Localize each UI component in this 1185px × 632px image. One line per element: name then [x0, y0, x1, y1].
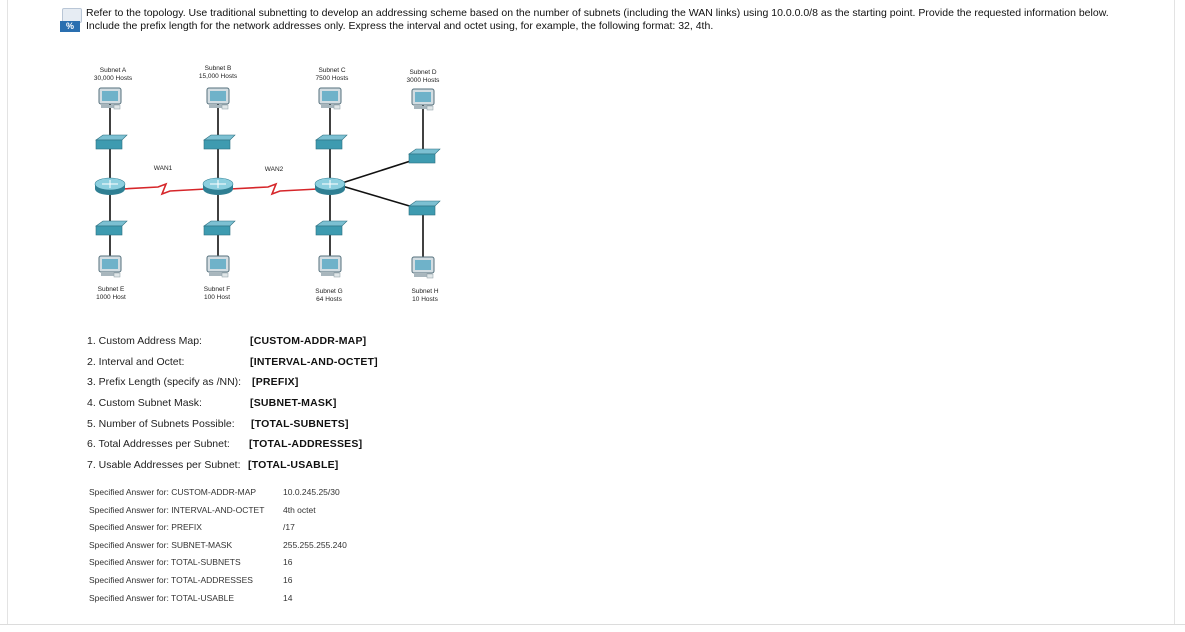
pc-keyboard	[114, 105, 120, 109]
switch-icon	[316, 221, 347, 226]
switch-body	[204, 140, 230, 149]
switch-body	[96, 226, 122, 235]
answer-key: Specified Answer for: TOTAL-ADDRESSES	[89, 574, 253, 585]
subnet-hosts-label: 15,000 Hosts	[198, 73, 238, 80]
switch-body	[316, 226, 342, 235]
question-label: 4. Custom Subnet Mask:	[87, 397, 202, 410]
answer-key: Specified Answer for: TOTAL-USABLE	[89, 592, 235, 603]
switch-body	[409, 154, 435, 163]
wan-link-label: WAN1	[153, 165, 173, 172]
pc-screen	[102, 91, 118, 101]
question-label: 1. Custom Address Map:	[87, 335, 202, 347]
pc-screen	[415, 92, 431, 102]
pc-screen	[322, 91, 338, 101]
switch-body	[96, 140, 122, 149]
subnet-hosts-label: 30,000 Hosts	[93, 75, 133, 82]
percent-icon: %	[60, 21, 80, 32]
pc-screen	[322, 259, 338, 269]
pc-screen	[210, 259, 226, 269]
pc-keyboard	[427, 106, 433, 110]
answer-value: 10.0.245.25/30	[283, 487, 340, 497]
prompt-line-1: Refer to the topology. Use traditional subnetting to develop an addressing scheme based on the number of subnets (including the WAN links) using 10.0.0.0/8 as the starting point. Provide the requested information below.	[86, 7, 1109, 19]
subnet-name-label: Subnet A	[99, 67, 127, 74]
question-label: 7. Usable Addresses per Subnet:	[87, 459, 241, 472]
pc-keyboard	[334, 273, 340, 277]
switch-icon	[409, 201, 440, 206]
wan-link-label: WAN2	[264, 166, 284, 173]
question-label: 3. Prefix Length (specify as /NN):	[87, 376, 242, 389]
switch-icon	[316, 135, 347, 140]
subnet-hosts-label: 1000 Host	[96, 294, 126, 301]
serial-wan-link	[230, 184, 318, 194]
pc-keyboard	[427, 274, 433, 278]
switch-icon	[409, 149, 440, 154]
subnet-name-label: Subnet E	[97, 286, 125, 293]
answer-placeholder-tag: [CUSTOM-ADDR-MAP]	[250, 335, 367, 347]
pc-screen	[415, 260, 431, 270]
switch-icon	[204, 221, 235, 226]
switch-body	[204, 226, 230, 235]
question-label: 2. Interval and Octet:	[87, 355, 185, 368]
subnet-hosts-label: 3000 Hosts	[406, 77, 440, 84]
answer-placeholder-tag: [TOTAL-ADDRESSES]	[249, 438, 363, 451]
subnet-hosts-label: 100 Host	[203, 294, 231, 301]
subnet-name-label: Subnet G	[315, 288, 343, 295]
answer-key: Specified Answer for: TOTAL-SUBNETS	[89, 557, 241, 568]
answer-value: 16	[283, 574, 293, 585]
subnet-hosts-label: 64 Hosts	[316, 296, 342, 303]
answer-placeholder-tag: [SUBNET-MASK]	[250, 397, 337, 410]
answer-value: 255.255.255.240	[283, 539, 347, 550]
subnet-hosts-label: 10 Hosts	[412, 296, 438, 303]
question-label: 6. Total Addresses per Subnet:	[87, 438, 230, 451]
answer-key: Specified Answer for: CUSTOM-ADDR-MAP	[89, 487, 257, 497]
pc-screen	[102, 259, 118, 269]
answer-key: Specified Answer for: SUBNET-MASK	[89, 539, 233, 550]
answer-placeholder-tag: [INTERVAL-AND-OCTET]	[250, 355, 378, 368]
subnet-name-label: Subnet H	[411, 288, 439, 295]
pc-keyboard	[222, 105, 228, 109]
question-prompt	[86, 7, 1166, 32]
question-label: 5. Number of Subnets Possible:	[87, 417, 235, 430]
subnet-name-label: Subnet B	[204, 65, 232, 72]
answer-value: 16	[283, 557, 293, 568]
answer-value: 4th octet	[283, 504, 316, 515]
answer-placeholder-tag: [TOTAL-SUBNETS]	[251, 417, 349, 430]
switch-body	[316, 140, 342, 149]
serial-wan-link	[122, 184, 206, 194]
subnet-name-label: Subnet F	[203, 286, 231, 293]
question-type-icon	[60, 8, 82, 32]
switch-icon	[96, 135, 127, 140]
answer-placeholder-tag: [TOTAL-USABLE]	[248, 459, 339, 472]
subnet-hosts-label: 7500 Hosts	[315, 75, 349, 82]
subnet-name-label: Subnet C	[318, 67, 346, 74]
switch-icon	[204, 135, 235, 140]
answer-key: Specified Answer for: INTERVAL-AND-OCTET	[89, 504, 265, 515]
switch-body	[409, 206, 435, 215]
prompt-line-2: Include the prefix length for the network addresses only. Express the interval and octet using, for example, the following format: 32, 4th.	[86, 19, 714, 32]
pc-keyboard	[114, 273, 120, 277]
pc-keyboard	[222, 273, 228, 277]
answer-placeholder-tag: [PREFIX]	[252, 376, 299, 389]
answer-value: 14	[283, 592, 293, 603]
answer-key: Specified Answer for: PREFIX	[89, 522, 202, 533]
answer-value: /17	[283, 522, 295, 533]
pc-screen	[210, 91, 226, 101]
pc-keyboard	[334, 105, 340, 109]
subnet-name-label: Subnet D	[409, 69, 437, 76]
network-topology-diagram	[80, 58, 460, 316]
divider	[0, 624, 1185, 625]
switch-icon	[96, 221, 127, 226]
